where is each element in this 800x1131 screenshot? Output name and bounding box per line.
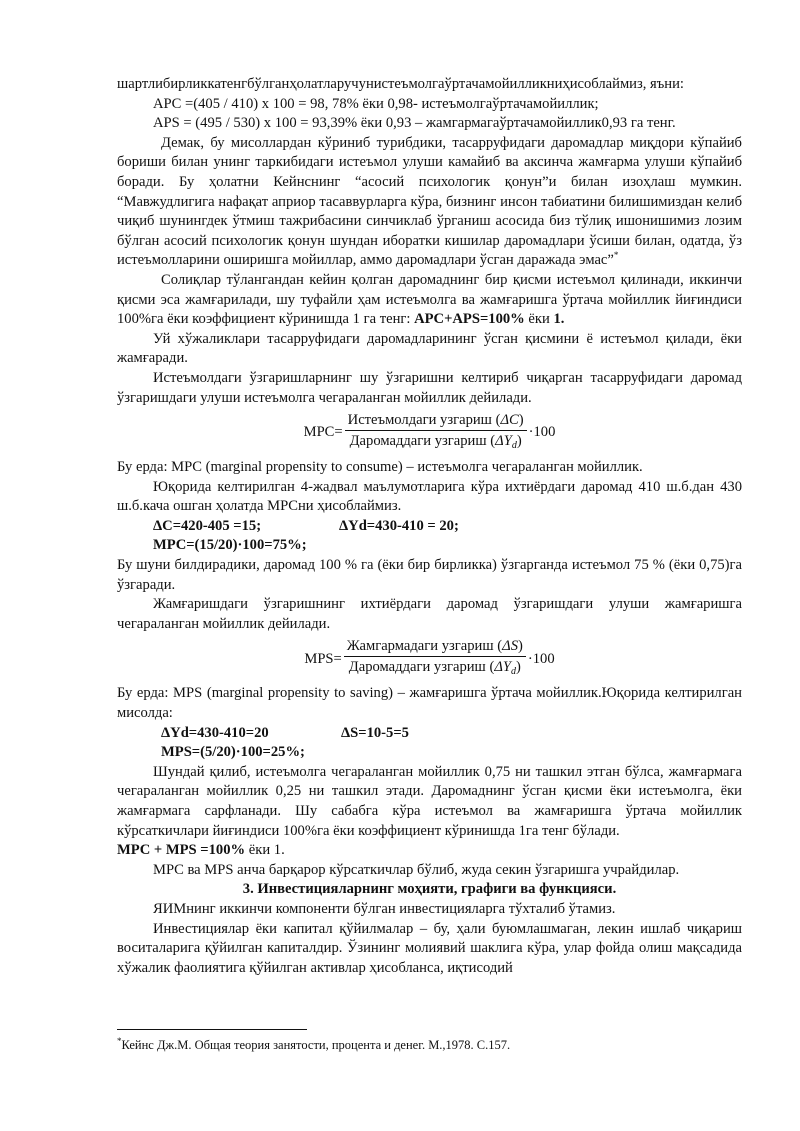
mps-result: MPS=(5/20)·100=25%; bbox=[161, 744, 305, 761]
or-word: ёки bbox=[524, 311, 554, 328]
aps-line: APS = (495 / 530) x 100 = 93,39% ёки 0,93 – жамгармагаўртачамойиллик0,93 га тенг. bbox=[153, 115, 676, 132]
formula-fraction bbox=[345, 411, 527, 455]
paragraph: MPC ва MPS анча барқарор кўрсаткичлар бўлиб, жуда секин ўзгаришга учрайдилар. bbox=[153, 861, 680, 878]
paragraph: Инвестициялар ёки капитал қўйилмалар – бу, ҳали буюмлашмаган, лекин ишлаб чиқариш воситаларига қўйилган капиталдир. Ўзининг молиявий шаклига кўра, улар фойда олиш мақсадида хўжалик фаолиятига қўйилган активлар ҳисобланса, иқтисодий bbox=[117, 920, 742, 976]
delta-values bbox=[117, 724, 742, 744]
formula-lhs: MPC= bbox=[303, 424, 343, 441]
page-body bbox=[117, 75, 742, 978]
sum-line bbox=[117, 841, 742, 861]
formula-denominator: Даромаддаги узгариш $(\Delta Y_d)$ bbox=[349, 433, 522, 452]
paragraph-text: Солиқлар тўлангандан кейин қолган даромаднинг бир қисми истеъмол қилинади, иккинчи қисми эса жамғарилади, шу туфайли ҳам истеъмолга ва жамғаришга ўртача мойиллик йиғиндиси 100%га ёки коэффициент кўринишда 1 га тенг: bbox=[117, 271, 742, 328]
paragraph: Бу ерда: MPS (marginal propensity to saving) – жамғаришга ўртача мойиллик.Юқорида келтирилган мисолда: bbox=[117, 685, 742, 722]
sum-rest: ёки 1. bbox=[245, 842, 285, 859]
paragraph: Уй хўжаликлари тасарруфидаги даромадларининг ўсган қисмини ё истеъмол қилади, ёки жамғаради. bbox=[117, 330, 742, 367]
footnote-text: Кейнс Дж.М. Общая теория занятости, процента и денег. М.,1978. С.157. bbox=[121, 1038, 511, 1052]
paragraph: Истеъмолдаги ўзгаришларнинг шу ўзгаришни келтириб чиқарган тасарруфидаги даромад ўзгаришдаги улуши истеъмолга чегараланган мойиллик дейилади. bbox=[117, 369, 742, 406]
keynes-text: Демак, бу мисоллардан кўриниб турибдики, тасарруфидаги даромадлар миқдори кўпайиб бориши билан унинг таркибидаги истеъмол улуши камайиб ва аксинча жамғарма улуши кўпайиб боради. Бу ҳолатни Кейнснинг “асосий психологик қонун”и билан изоҳлаш мумкин. “Мавжудлигига нафақат априор тасаввурларга кўра, бизнинг инсон табиатини билишимиздан келиб чиқиб шунингдек ўтмиш тажрибасини синчиклаб ўрганиш асосида биз тўлиқ ишонишимиз лозим бўлган асосий психологик қонун шундан иборатки кишилар даромадлари ўсиши билан, одатда, ўз истеъмолларини оширишга мойиллар, аммо даромадлари ўсган даражада эмас” bbox=[117, 134, 742, 269]
apc-aps-sum: APC+APS=100% bbox=[414, 311, 525, 328]
delta-c: ΔC=420-405 =15; bbox=[153, 517, 262, 534]
footnote-reference: * bbox=[613, 250, 619, 261]
formula-denominator: Даромаддаги узгариш $(\Delta Y_d)$ bbox=[348, 659, 521, 678]
mpc-result: MPC=(15/20)·100=75%; bbox=[153, 537, 307, 554]
footnote bbox=[117, 1037, 742, 1053]
formula-multiplier: ·100 bbox=[527, 650, 555, 667]
section-heading: 3. Инвестицияларнинг моҳияти, графиги ва функцияси. bbox=[242, 881, 617, 898]
paragraph: Бу ерда: MPC (marginal propensity to consume) – истеъмолга чегараланган мойиллик. bbox=[117, 459, 643, 476]
delta-yd: ΔYd=430-410 = 20; bbox=[339, 517, 459, 534]
paragraph: Юқорида келтирилган 4-жадвал маълумотларига кўра ихтиёрдаги даромад 410 ш.б.дан 430 ш.б.кача ошган ҳолатда MPCни ҳисоблаймиз. bbox=[117, 478, 742, 515]
paragraph bbox=[117, 271, 742, 330]
footnote-divider bbox=[117, 1029, 307, 1030]
paragraph: шартлибирликкатенгбўлганҳолатларучунистеъмолгаўртачамойилликниҳисоблаймиз, яъни: bbox=[117, 76, 684, 92]
mpc-formula bbox=[117, 411, 742, 455]
delta-values bbox=[117, 517, 742, 537]
formula-numerator: Истеъмолдаги узгариш (ΔC) bbox=[345, 411, 527, 431]
footnote-mark: * bbox=[117, 1035, 122, 1046]
apc-line: APC =(405 / 410) x 100 = 98, 78% ёки 0,98- истеъмолгаўртачамойиллик; bbox=[153, 95, 599, 112]
paragraph: ЯИМнинг иккинчи компоненти бўлган инвестицияларга тўхталиб ўтамиз. bbox=[153, 900, 616, 917]
formula-multiplier: ·100 bbox=[528, 424, 556, 441]
paragraph: Шундай қилиб, истеъмолга чегараланган мойиллик 0,75 ни ташкил этган бўлса, жамғармага чегараланган мойиллик 0,25 ни ташкил этади. Даромаднинг ўсган қисми ёки истеъмолга, ёки жамғармага сарфланади. Шу сабабга кўра истеъмол ва жамғаришга ўртача мойиллик кўрсаткичлари йиғиндиси 100%га ёки коэффициент кўринишда 1га тенг бўлади. bbox=[117, 763, 742, 839]
paragraph: Жамғаришдаги ўзгаришнинг ихтиёрдаги даромад ўзгаришдаги улуши жамғаришга чегараланган мойиллик дейилади. bbox=[117, 596, 742, 632]
delta-yd: ΔYd=430-410=20 bbox=[161, 724, 269, 741]
paragraph: Бу шуни билдирадики, даромад 100 % га (ёки бир бирликка) ўзгарганда истеъмол 75 % (ёки 0,75)га ўзгаради. bbox=[117, 557, 742, 593]
formula-numerator: Жамгармадаги узгариш (ΔS) bbox=[344, 637, 526, 657]
delta-s: ΔS=10-5=5 bbox=[341, 724, 409, 741]
one-value: 1. bbox=[553, 311, 565, 328]
keynes-paragraph bbox=[117, 134, 742, 271]
mpc-mps-sum: MPC + MPS =100% bbox=[117, 842, 246, 859]
formula-fraction bbox=[344, 637, 526, 681]
formula-lhs: MPS= bbox=[304, 650, 342, 667]
mps-formula bbox=[117, 637, 742, 681]
